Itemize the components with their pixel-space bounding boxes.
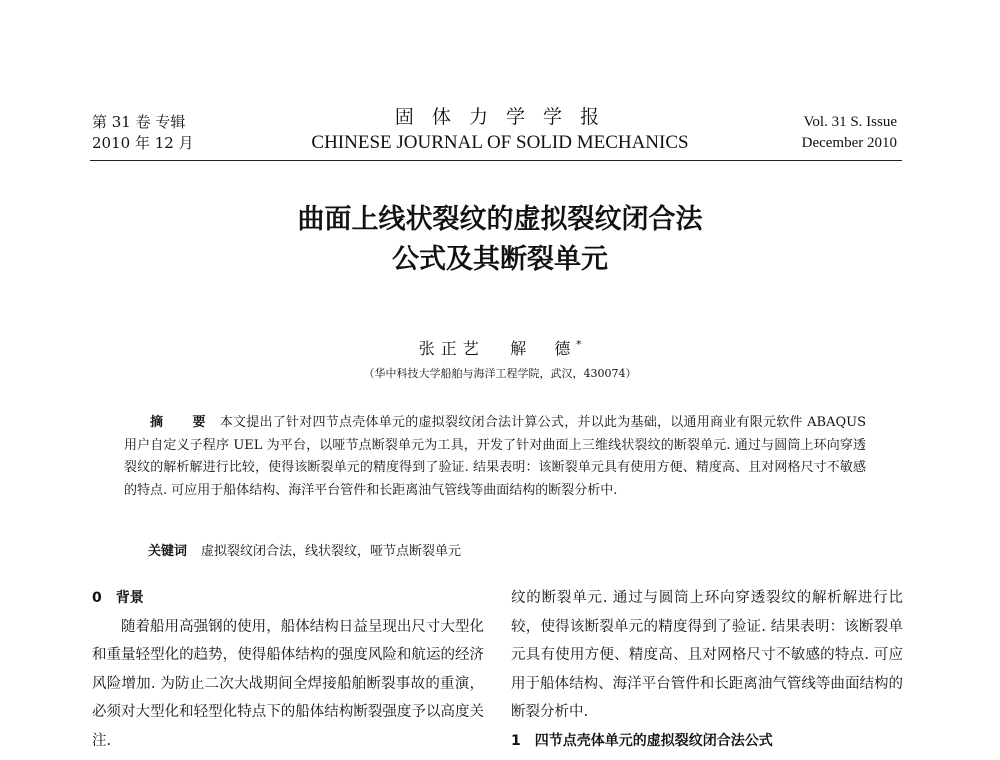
author-1: 张正艺 — [418, 339, 485, 358]
volume-en: Vol. 31 S. Issue — [803, 114, 897, 130]
header-rule — [90, 160, 902, 161]
section-number: 0 — [92, 590, 102, 606]
keywords-label: 关键词 — [148, 544, 188, 559]
volume-cn: 第 31 卷 专辑 — [92, 113, 186, 131]
keywords — [124, 542, 866, 562]
header-right — [802, 112, 897, 154]
body-column-right — [511, 584, 903, 755]
date-cn: 2010 年 12 月 — [92, 134, 194, 152]
author-2: 解 德 — [510, 339, 577, 358]
title-line-1: 曲面上线状裂纹的虚拟裂纹闭合法 — [297, 204, 703, 235]
header-left — [92, 112, 194, 154]
body-paragraph: 随着船用高强钢的使用，船体结构日益呈现出尺寸大型化和重量轻型化的趋势，使得船体结构的强度风险和航运的经济风险增加. 为防止二次大战期间全焊接船舶断裂事故的重演，必须对大型化和轻型化特点下的船体结构断裂强度予以高度关注. — [92, 618, 484, 749]
authors — [100, 336, 900, 359]
section-title: 背景 — [115, 590, 144, 606]
section-number: 1 — [511, 732, 521, 749]
section-heading-1 — [511, 727, 903, 756]
abstract-label: 摘 要 — [150, 415, 214, 430]
abstract — [124, 412, 866, 502]
abstract-text: 本文提出了针对四节点壳体单元的虚拟裂纹闭合法计算公式，并以此为基础，以通用商业有限元软件 ABAQUS 用户自定义子程序 UEL 为平台，以哑节点断裂单元为工具，开发了针对曲面上三维线状裂纹的断裂单元. 通过与圆筒上环向穿透裂纹的解析解进行比较，使得该断裂单元的精度得到了验证. 结果表明：该断裂单元具有使用方便、精度高、且对网格尺寸不敏感的特点. 可应用于船体结构、海洋平台管件和长距离油气管线等曲面结构的断裂分析中. — [124, 415, 866, 498]
section-title: 四节点壳体单元的虚拟裂纹闭合法公式 — [534, 732, 773, 749]
author-mark: * — [576, 339, 582, 351]
body-column-left — [92, 584, 484, 755]
journal-name-cn: 固 体 力 学 学 报 — [394, 106, 606, 128]
paper-title — [100, 200, 900, 280]
journal-name-en: CHINESE JOURNAL OF SOLID MECHANICS — [311, 132, 689, 153]
section-heading-0 — [92, 584, 484, 613]
body-paragraph: 纹的断裂单元. 通过与圆筒上环向穿透裂纹的解析解进行比较，使得该断裂单元的精度得到了验证. 结果表明：该断裂单元具有使用方便、精度高、且对网格尺寸不敏感的特点. 可应用于船体结构、海洋平台管件和长距离油气管线等曲面结构的断裂分析中. — [511, 590, 903, 720]
journal-name — [230, 104, 770, 156]
date-en: December 2010 — [801, 135, 897, 151]
affiliation: （华中科技大学船舶与海洋工程学院，武汉，430074） — [363, 367, 637, 380]
keywords-text: 虚拟裂纹闭合法，线状裂纹，哑节点断裂单元 — [201, 544, 462, 559]
title-line-2: 公式及其断裂单元 — [392, 244, 608, 275]
